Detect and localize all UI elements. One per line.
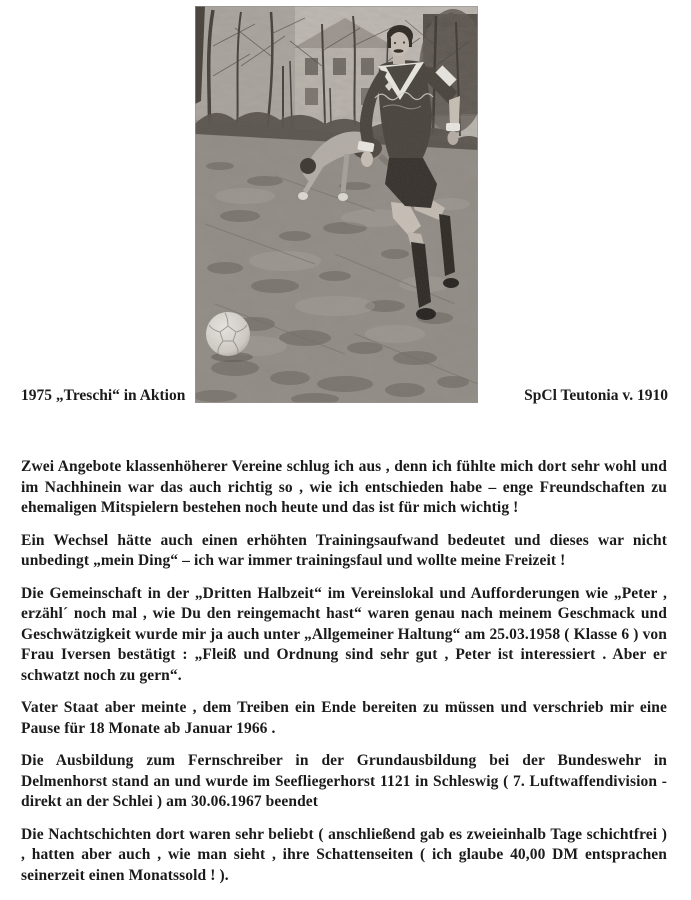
paragraph-training: Die Ausbildung zum Fernschreiber in der Grundausbildung bei der Bundeswehr in Delmenhorst stand an und wurde im Seefliegerhorst 1121 in Schleswig ( 7. Luftwaffendivision - direkt an der Schlei ) am 30.06.1967 beendet bbox=[21, 752, 667, 810]
photo-caption-row bbox=[21, 387, 668, 405]
paragraph-third-half: Die Gemeinschaft in der „Dritten Halbzeit“ im Vereinslokal und Aufforderungen wie „Peter , erzähl´ noch mal , wie Du den reingemacht hast“ waren genau nach meinem Geschmack und Geschwätzigkeit wurde mir ja auch unter „Allgemeiner Haltung“ am 25.03.1958 ( Klasse 6 ) von Frau Iversen bestätigt : „Fleiß und Ordnung sind sehr gut , Peter ist interessiert . Aber er schwatzt noch zu gern“. bbox=[21, 584, 667, 684]
paragraph-transfer: Ein Wechsel hätte auch einen erhöhten Trainingsaufwand bedeutet und dieses war nicht unbedingt „mein Ding“ – ich war immer trainingsfaul und wollte meine Freizeit ! bbox=[21, 531, 667, 569]
paragraph-offers: Zwei Angebote klassenhöherer Vereine schlug ich aus , denn ich fühlte mich dort sehr wohl und im Nachhinein war das auch richtig so , wie ich entschieden habe – enge Freundschaften zu ehemaligen Mitspielern bestehen noch heute und das ist für mich wichtig ! bbox=[21, 458, 667, 516]
photo-grain bbox=[195, 6, 478, 403]
body-text bbox=[21, 457, 667, 898]
photo-caption-left: 1975 „Treschi“ in Aktion bbox=[21, 387, 186, 404]
paragraph-night-shifts: Die Nachtschichten dort waren sehr beliebt ( anschließend gab es zweieinhalb Tage schichtfrei ) , hatten aber auch , wie man sieht , ihre Schattenseiten ( ich glaube 40,00 DM entsprachen seinerzeit einen Monatssold ! ). bbox=[21, 825, 667, 884]
photo-caption-right: SpCl Teutonia v. 1910 bbox=[524, 387, 668, 404]
paragraph-military-call: Vater Staat aber meinte , dem Treiben ein Ende bereiten zu müssen und verschrieb mir eine Pause für 18 Monate ab Januar 1966 . bbox=[21, 699, 667, 737]
action-photo bbox=[195, 6, 478, 403]
